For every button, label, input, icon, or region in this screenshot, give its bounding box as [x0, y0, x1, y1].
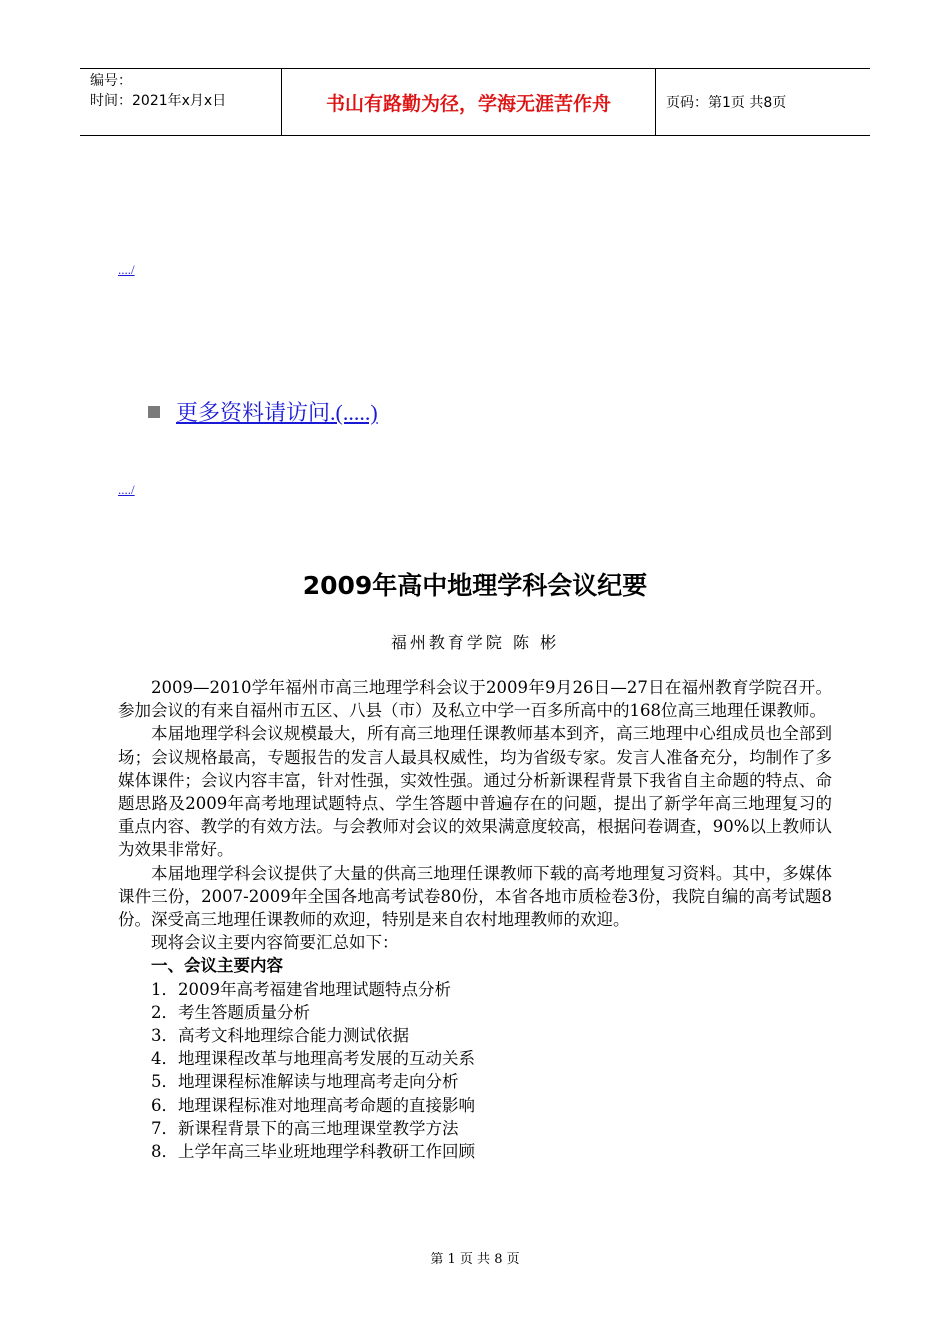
more-info-link[interactable]: 更多资料请访问.(.....) — [176, 400, 378, 425]
document-author: 福州教育学院 陈 彬 — [390, 633, 560, 652]
content-list — [118, 978, 832, 1164]
section-heading: 一、会议主要内容 — [151, 956, 283, 976]
list-item: 2．考生答题质量分析 — [151, 1002, 310, 1022]
list-item: 1．2009年高考福建省地理试题特点分析 — [151, 979, 451, 999]
header-meta-cell — [80, 69, 282, 135]
paragraph: 本届地理学科会议规模最大，所有高三地理任课教师基本到齐，高三地理中心组成员也全部到场；会议规格最高，专题报告的发言人最具权威性，均为省级专家。发言人准备充分，均制作了多媒体课件；会议内容丰富，针对性强，实效性强。通过分析新课程背景下我省自主命题的特点、命题思路及2009年高考地理试题特点、学生答题中普遍存在的问题，提出了新学年高三地理复习的重点内容、教学的有效方法。与会教师对会议的效果满意度较高，根据问卷调查，90%以上教师认为效果非常好。 — [118, 724, 832, 860]
document-title: 2009年高中地理学科会议纪要 — [302, 571, 648, 600]
page-info: 页码：第1页 共8页 — [666, 95, 787, 111]
list-item: 4．地理课程改革与地理高考发展的互动关系 — [151, 1049, 475, 1069]
bullet-square-icon — [148, 406, 160, 418]
paragraph: 现将会议主要内容简要汇总如下： — [151, 933, 399, 953]
list-item: 6．地理课程标准对地理高考命题的直接影响 — [151, 1095, 475, 1115]
document-body — [118, 676, 832, 1163]
top-link[interactable]: ..../ — [118, 262, 135, 277]
paragraph: 本届地理学科会议提供了大量的供高三地理任课教师下载的高考地理复习资料。其中，多媒体课件三份，2007-2009年全国各地高考试卷80份，本省各地市质检卷3份，我院自编的高考试题8份。深受高三地理任课教师的欢迎，特别是来自农村地理教师的欢迎。 — [118, 863, 832, 930]
motto: 书山有路勤为径，学海无涯苦作舟 — [282, 69, 656, 135]
page-footer: 第 1 页 共 8 页 — [430, 1252, 520, 1267]
list-item: 7．新课程背景下的高三地理课堂教学方法 — [151, 1118, 459, 1138]
bottom-link[interactable]: ..../ — [118, 482, 135, 497]
list-item: 3．高考文科地理综合能力测试依据 — [151, 1026, 409, 1046]
more-info-line — [148, 396, 378, 427]
list-item: 5．地理课程标准解读与地理高考走向分析 — [151, 1072, 459, 1092]
list-item: 8．上学年高三毕业班地理学科教研工作回顾 — [151, 1142, 475, 1162]
time-label: 时间：2021年x月x日 — [90, 93, 227, 109]
paragraph: 2009—2010学年福州市高三地理学科会议于2009年9月26日—27日在福州教育学院召开。参加会议的有来自福州市五区、八县（市）及私立中学一百多所高中的168位高三地理任课教师。 — [118, 678, 832, 721]
number-label: 编号： — [90, 73, 132, 89]
header-table — [80, 68, 870, 136]
